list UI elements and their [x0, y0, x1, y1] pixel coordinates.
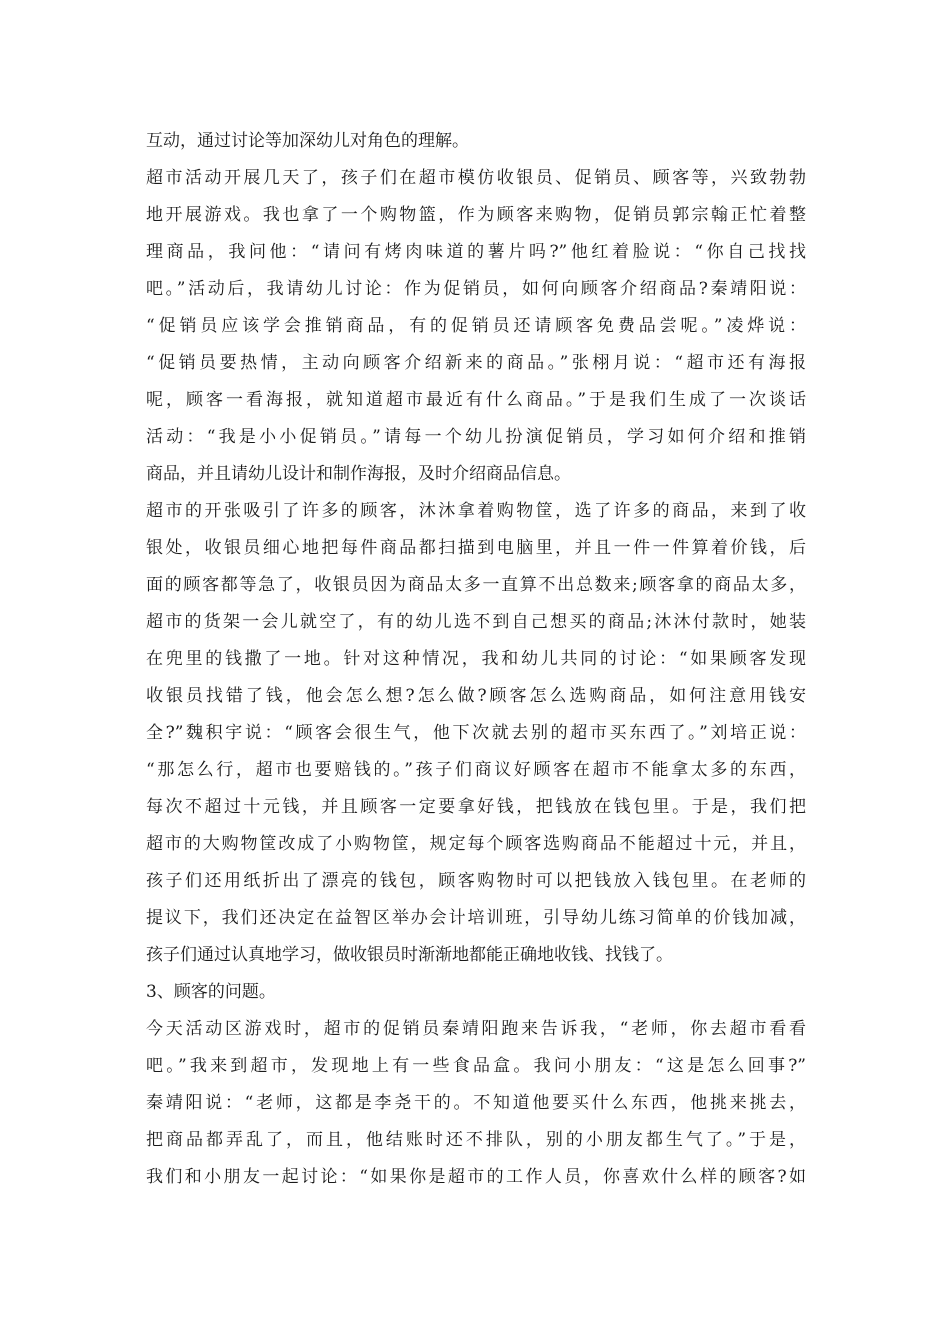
text-line: 收银员找错了钱，他会怎么想?怎么做?顾客怎么选购商品，如何注意用钱安 — [146, 686, 806, 706]
text-line: 秦靖阳说：“老师，这都是李尧干的。不知道他要买什么东西，他挑来挑去， — [146, 1093, 806, 1113]
text-line: 理商品，我问他：“请问有烤肉味道的薯片吗?”他红着脸说：“你自己找找 — [146, 242, 806, 262]
text-line: 地开展游戏。我也拿了一个购物篮，作为顾客来购物，促销员郭宗翰正忙着整 — [146, 205, 806, 225]
text-line: 孩子们通过认真地学习，做收银员时渐渐地都能正确地收钱、找钱了。 — [146, 945, 673, 965]
text-line: 互动，通过讨论等加深幼儿对角色的理解。 — [146, 131, 469, 151]
text-line: 我们和小朋友一起讨论：“如果你是超市的工作人员，你喜欢什么样的顾客?如 — [146, 1167, 806, 1187]
text-line: 全?”魏积宇说：“顾客会很生气，他下次就去别的超市买东西了。”刘培正说： — [146, 723, 806, 743]
text-line: 在兜里的钱撒了一地。针对这种情况，我和幼儿共同的讨论：“如果顾客发现 — [146, 649, 806, 669]
text-line: 超市的开张吸引了许多的顾客，沐沐拿着购物筐，选了许多的商品，来到了收 — [146, 501, 806, 521]
text-line: 面的顾客都等急了，收银员因为商品太多一直算不出总数来;顾客拿的商品太多， — [146, 575, 806, 595]
text-line: 商品，并且请幼儿设计和制作海报，及时介绍商品信息。 — [146, 464, 571, 484]
text-line: 银处，收银员细心地把每件商品都扫描到电脑里，并且一件一件算着价钱，后 — [146, 538, 806, 558]
text-line: 超市活动开展几天了，孩子们在超市模仿收银员、促销员、顾客等，兴致勃勃 — [146, 168, 806, 188]
text-line: 3、顾客的问题。 — [146, 982, 276, 1002]
text-line: 孩子们还用纸折出了漂亮的钱包，顾客购物时可以把钱放入钱包里。在老师的 — [146, 871, 806, 891]
text-line: 呢，顾客一看海报，就知道超市最近有什么商品。”于是我们生成了一次谈话 — [146, 390, 806, 410]
text-line: 吧。”活动后，我请幼儿讨论：作为促销员，如何向顾客介绍商品?秦靖阳说： — [146, 279, 806, 299]
text-line: 超市的货架一会儿就空了，有的幼儿选不到自己想买的商品;沐沐付款时，她装 — [146, 612, 806, 632]
text-line: 每次不超过十元钱，并且顾客一定要拿好钱，把钱放在钱包里。于是，我们把 — [146, 797, 806, 817]
text-line: 超市的大购物筐改成了小购物筐，规定每个顾客选购商品不能超过十元，并且， — [146, 834, 806, 854]
text-line: “促销员要热情，主动向顾客介绍新来的商品。”张栩月说：“超市还有海报 — [146, 353, 806, 373]
text-line: “促销员应该学会推销商品，有的促销员还请顾客免费品尝呢。”凌烨说： — [146, 316, 806, 336]
text-line: 今天活动区游戏时，超市的促销员秦靖阳跑来告诉我，“老师，你去超市看看 — [146, 1019, 806, 1039]
text-line: “那怎么行，超市也要赔钱的。”孩子们商议好顾客在超市不能拿太多的东西， — [146, 760, 806, 780]
text-line: 活动：“我是小小促销员。”请每一个幼儿扮演促销员，学习如何介绍和推销 — [146, 427, 806, 447]
text-line: 提议下，我们还决定在益智区举办会计培训班，引导幼儿练习简单的价钱加减， — [146, 908, 806, 928]
text-line: 吧。”我来到超市，发现地上有一些食品盒。我问小朋友：“这是怎么回事?” — [146, 1056, 806, 1076]
text-line: 把商品都弄乱了，而且，他结账时还不排队，别的小朋友都生气了。”于是， — [146, 1130, 806, 1150]
document-body — [146, 123, 806, 1196]
